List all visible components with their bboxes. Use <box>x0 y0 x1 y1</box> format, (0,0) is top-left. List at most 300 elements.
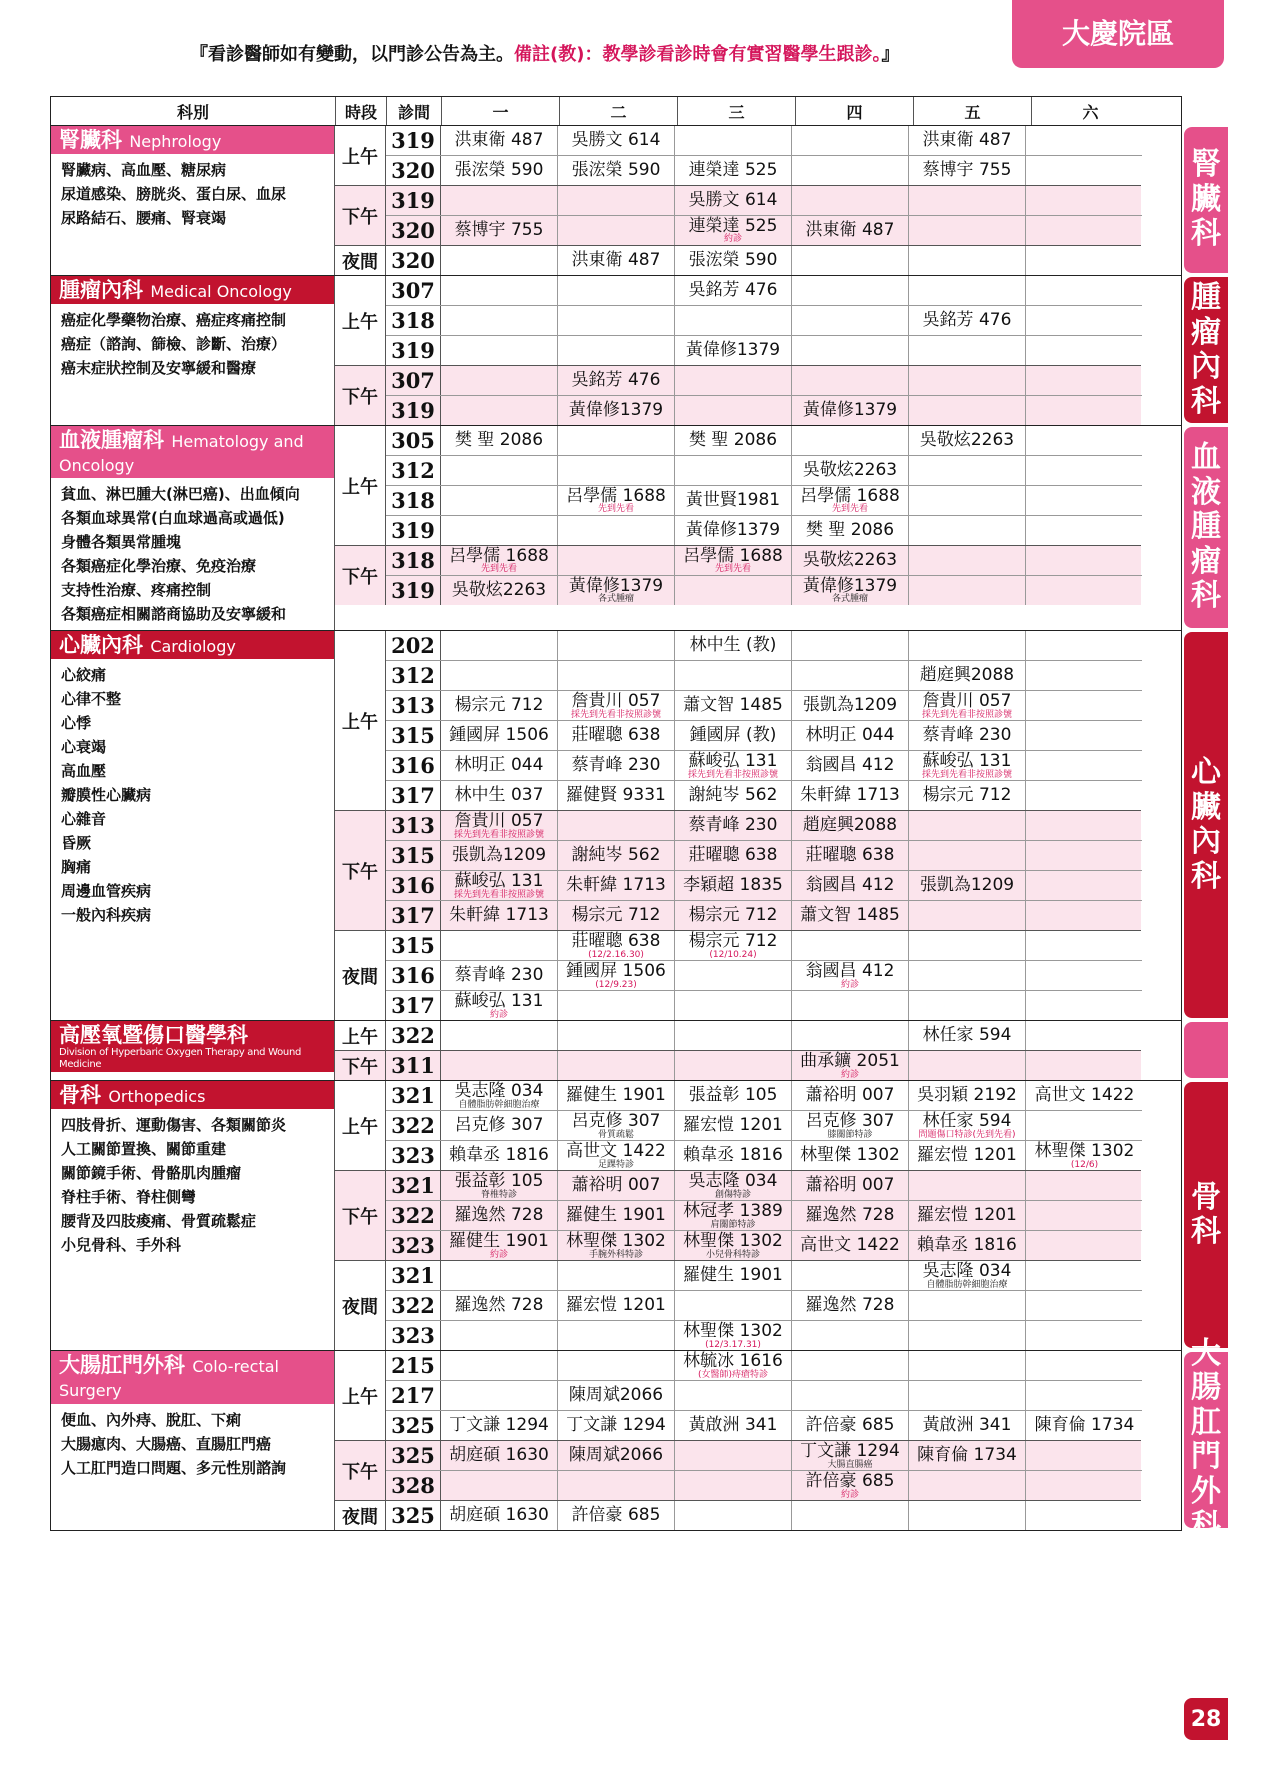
periods <box>335 1081 1141 1350</box>
table-row <box>386 841 1142 871</box>
doctor-cell <box>558 961 675 990</box>
dept-description: 四肢骨折、運動傷害、各類關節炎 人工關節置換、關節重建 關節鏡手術、骨骼肌肉腫瘤 脊柱手術、脊柱側彎 腰背及四肢痠痛、骨質疏鬆症 小兒骨科、手外科 <box>61 1116 287 1255</box>
doctor-cell <box>675 396 792 425</box>
doctor-cell <box>675 751 792 780</box>
doctor-cell <box>909 1231 1026 1260</box>
doctor-cell <box>558 546 675 575</box>
room-number: 319 <box>386 126 441 155</box>
doctor-cell <box>1026 721 1143 750</box>
doctor-cell <box>675 931 792 960</box>
doctor-cell <box>558 1411 675 1440</box>
doctor-name: 詹貴川 057 <box>571 691 661 711</box>
period-label: 上午 <box>335 426 386 545</box>
doctor-cell <box>792 871 909 900</box>
clinic-note: 手腕外科特診 <box>588 1249 643 1260</box>
doctor-cell <box>558 456 675 485</box>
doctor-cell <box>441 396 558 425</box>
doctor-cell <box>675 1381 792 1410</box>
table-row <box>386 426 1142 456</box>
doctor-name: 蔡青峰 230 <box>922 725 1012 746</box>
doctor-name: 林任家 594 <box>922 1111 1012 1131</box>
doctor-cell <box>441 156 558 185</box>
doctor-cell <box>558 246 675 275</box>
doctor-name: 張凱為1209 <box>919 875 1015 896</box>
doctor-name: 洪東衛 487 <box>454 130 544 151</box>
doctor-name: 蔡青峰 230 <box>688 815 778 836</box>
doctor-cell <box>909 276 1026 305</box>
doctor-cell <box>792 426 909 455</box>
room-number: 202 <box>386 631 441 660</box>
doctor-cell <box>1026 516 1143 545</box>
doctor-cell <box>1026 396 1143 425</box>
doctor-cell <box>441 961 558 990</box>
doctor-name: 羅逸然 728 <box>805 1205 895 1226</box>
period-block <box>335 1501 1141 1530</box>
side-tab-char: 科 <box>1191 216 1221 252</box>
doctor-cell <box>1026 751 1143 780</box>
doctor-name: 賴韋丞 1816 <box>683 1145 783 1166</box>
dept-section <box>51 276 1181 426</box>
rows <box>386 1441 1142 1500</box>
table-row <box>386 1141 1142 1170</box>
doctor-cell <box>909 1471 1026 1500</box>
doctor-cell <box>441 306 558 335</box>
doctor-cell <box>792 841 909 870</box>
doctor-cell <box>675 126 792 155</box>
doctor-name: 楊宗元 712 <box>922 785 1012 806</box>
period-block <box>335 1051 1141 1080</box>
doctor-cell <box>792 1051 909 1080</box>
doctor-name: 呂克修 307 <box>805 1111 895 1131</box>
doctor-name: 莊曜聰 638 <box>688 845 778 866</box>
clinic-note: 膝關節特診 <box>827 1129 873 1140</box>
doctor-name: 連榮達 525 <box>688 160 778 181</box>
doctor-cell <box>558 781 675 810</box>
doctor-cell <box>909 546 1026 575</box>
rows <box>386 1261 1142 1350</box>
period-block <box>335 1261 1141 1350</box>
doctor-cell <box>909 721 1026 750</box>
room-number: 315 <box>386 721 441 750</box>
room-number: 322 <box>386 1021 441 1050</box>
side-tab-char: 心 <box>1191 755 1221 790</box>
doctor-cell <box>1026 991 1143 1020</box>
doctor-cell <box>441 691 558 720</box>
doctor-cell <box>909 306 1026 335</box>
rows <box>386 931 1142 1020</box>
doctor-cell <box>909 1081 1026 1110</box>
dept-section <box>51 426 1181 631</box>
doctor-cell <box>792 1141 909 1170</box>
doctor-cell <box>792 1321 909 1350</box>
period-block <box>335 186 1141 246</box>
period-block <box>335 426 1141 546</box>
doctor-cell <box>675 871 792 900</box>
doctor-cell <box>792 931 909 960</box>
dept-name: 腎臟科 <box>59 128 122 152</box>
periods <box>335 631 1141 1020</box>
doctor-cell <box>675 691 792 720</box>
dept-name: 心臟內科 <box>59 633 143 658</box>
room-number: 321 <box>386 1081 441 1110</box>
doctor-cell <box>909 426 1026 455</box>
room-number: 328 <box>386 1471 441 1500</box>
doctor-name: 鍾國屏 1506 <box>566 961 666 981</box>
doctor-name: 林明正 044 <box>805 725 895 746</box>
doctor-cell <box>558 661 675 690</box>
doctor-cell <box>675 276 792 305</box>
doctor-cell <box>558 1171 675 1200</box>
doctor-cell <box>1026 336 1143 365</box>
doctor-name: 黃偉修1379 <box>568 576 664 596</box>
doctor-cell <box>558 576 675 605</box>
doctor-cell <box>675 961 792 990</box>
doctor-cell <box>558 691 675 720</box>
doctor-name: 羅逸然 728 <box>454 1295 544 1316</box>
period-block <box>335 126 1141 186</box>
side-tab-char: 科 <box>1191 578 1221 614</box>
doctor-cell <box>909 631 1026 660</box>
header-day: 二 <box>560 97 678 125</box>
doctor-cell <box>1026 691 1143 720</box>
room-number: 317 <box>386 781 441 810</box>
room-number: 311 <box>386 1051 441 1080</box>
doctor-name: 陳周斌2066 <box>568 1385 664 1406</box>
doctor-name: 陳育倫 1734 <box>917 1445 1017 1466</box>
period-label: 上午 <box>335 1021 386 1050</box>
rows <box>386 126 1142 185</box>
dept-description: 腎臟病、高血壓、糖尿病 尿道感染、膀胱炎、蛋白尿、血尿 尿路結石、腰痛、腎衰竭 <box>61 161 287 228</box>
doctor-cell <box>441 456 558 485</box>
room-number: 312 <box>386 456 441 485</box>
clinic-note: 先到先看 <box>597 504 634 515</box>
doctor-cell <box>558 126 675 155</box>
doctor-cell <box>558 1201 675 1230</box>
doctor-cell <box>1026 156 1143 185</box>
doctor-cell <box>1026 126 1143 155</box>
doctor-cell <box>441 1411 558 1440</box>
period-label: 下午 <box>335 546 386 605</box>
doctor-cell <box>909 1141 1026 1170</box>
doctor-cell <box>441 336 558 365</box>
doctor-cell <box>1026 1141 1143 1170</box>
dept-name-en: Colo-rectal Surgery <box>59 1357 279 1401</box>
rows <box>386 1081 1142 1170</box>
side-tab-char: 腎 <box>1191 147 1221 183</box>
doctor-cell <box>558 1291 675 1320</box>
table-row <box>386 871 1142 901</box>
rows <box>386 546 1142 605</box>
table-row <box>386 1321 1142 1350</box>
rows <box>386 631 1142 810</box>
doctor-cell <box>909 961 1026 990</box>
doctor-cell <box>558 156 675 185</box>
dept-title <box>51 631 334 659</box>
room-number: 320 <box>386 156 441 185</box>
doctor-cell <box>909 1411 1026 1440</box>
doctor-name: 林聖傑 1302 <box>683 1321 783 1341</box>
side-tab <box>1184 1335 1228 1543</box>
doctor-cell <box>675 1051 792 1080</box>
doctor-cell <box>441 486 558 515</box>
doctor-cell <box>441 1501 558 1530</box>
doctor-cell <box>792 661 909 690</box>
doctor-cell <box>558 216 675 245</box>
doctor-name: 樊 聖 2086 <box>454 430 544 451</box>
doctor-cell <box>792 721 909 750</box>
period-label: 夜間 <box>335 931 386 1020</box>
clinic-note: 採先到先看非按照診號 <box>570 709 661 720</box>
doctor-name: 詹貴川 057 <box>454 811 544 831</box>
doctor-cell <box>558 1261 675 1290</box>
doctor-cell <box>1026 781 1143 810</box>
table-row <box>386 456 1142 486</box>
side-tab <box>1184 1022 1228 1078</box>
table-row <box>386 661 1142 691</box>
doctor-name: 許倍豪 685 <box>805 1415 895 1436</box>
doctor-cell <box>558 306 675 335</box>
doctor-name: 許倍豪 685 <box>571 1505 661 1526</box>
doctor-name: 蘇峻弘 131 <box>454 871 544 891</box>
rows <box>386 1351 1142 1440</box>
clinic-note: (12/3.17.31) <box>705 1339 761 1350</box>
doctor-name: 楊宗元 712 <box>688 905 778 926</box>
doctor-cell <box>558 1141 675 1170</box>
table-row <box>386 336 1142 365</box>
table-row <box>386 1231 1142 1260</box>
period-block <box>335 631 1141 811</box>
doctor-cell <box>909 186 1026 215</box>
clinic-note: 各式腫瘤 <box>831 594 868 605</box>
dept-name: 大腸肛門外科 <box>59 1353 185 1378</box>
doctor-cell <box>792 576 909 605</box>
period-label: 夜間 <box>335 246 386 275</box>
doctor-name: 吳敬炫2263 <box>802 550 898 571</box>
header-day: 四 <box>796 97 914 125</box>
doctor-cell <box>1026 1321 1143 1350</box>
doctor-cell <box>675 576 792 605</box>
side-tab-char: 內 <box>1191 349 1221 384</box>
period-block <box>335 1081 1141 1171</box>
doctor-cell <box>1026 811 1143 840</box>
doctor-cell <box>675 426 792 455</box>
doctor-cell <box>1026 661 1143 690</box>
doctor-name: 賴韋丞 1816 <box>917 1235 1017 1256</box>
doctor-cell <box>909 811 1026 840</box>
dept-name-en: Division of Hyperbaric Oxygen Therapy and Wound Medicine <box>59 1047 302 1070</box>
clinic-note: 小兒骨科特診 <box>705 1249 760 1260</box>
doctor-cell <box>441 1471 558 1500</box>
doctor-cell <box>558 1021 675 1050</box>
doctor-cell <box>441 901 558 930</box>
doctor-name: 蘇峻弘 131 <box>688 751 778 771</box>
doctor-cell <box>675 336 792 365</box>
table-row <box>386 216 1142 245</box>
clinic-note: 約診 <box>723 234 742 245</box>
doctor-cell <box>792 1471 909 1500</box>
doctor-cell <box>1026 1501 1143 1530</box>
period-label: 下午 <box>335 811 386 930</box>
dept-description: 心絞痛 心律不整 心悸 心衰竭 高血壓 瓣膜性心臟病 心雜音 昏厥 胸痛 周邊血管疾病 一般內科疾病 <box>61 666 152 925</box>
rows <box>386 186 1142 245</box>
clinic-note: 採先到先看非按照診號 <box>453 829 544 840</box>
clinic-note: (12/10.24) <box>709 949 757 960</box>
doctor-cell <box>675 1261 792 1290</box>
doctor-name: 蕭文智 1485 <box>683 695 783 716</box>
doctor-cell <box>558 721 675 750</box>
doctor-cell <box>558 1381 675 1410</box>
header-day: 三 <box>678 97 796 125</box>
doctor-cell <box>675 1021 792 1050</box>
doctor-cell <box>792 156 909 185</box>
doctor-cell <box>558 366 675 395</box>
room-number: 323 <box>386 1141 441 1170</box>
doctor-cell <box>441 186 558 215</box>
room-number: 319 <box>386 396 441 425</box>
table-row <box>386 1051 1142 1080</box>
doctor-name: 呂學儒 1688 <box>449 546 549 566</box>
room-number: 321 <box>386 1171 441 1200</box>
doctor-cell <box>792 1411 909 1440</box>
doctor-cell <box>909 691 1026 720</box>
table-row <box>386 516 1142 545</box>
doctor-cell <box>441 576 558 605</box>
doctor-cell <box>909 991 1026 1020</box>
doctor-cell <box>1026 456 1143 485</box>
dept-info <box>51 276 335 425</box>
doctor-cell <box>792 1111 909 1140</box>
doctor-cell <box>909 1441 1026 1470</box>
doctor-cell <box>1026 631 1143 660</box>
doctor-name: 翁國昌 412 <box>805 755 895 776</box>
doctor-cell <box>792 1081 909 1110</box>
room-number: 320 <box>386 216 441 245</box>
doctor-name: 黃偉修1379 <box>568 400 664 421</box>
doctor-name: 李穎超 1835 <box>683 875 783 896</box>
clinic-note: 採先到先看非按照診號 <box>453 889 544 900</box>
doctor-name: 吳銘芳 476 <box>571 370 661 391</box>
room-number: 316 <box>386 751 441 780</box>
room-number: 315 <box>386 931 441 960</box>
doctor-name: 樊 聖 2086 <box>805 520 895 541</box>
doctor-cell <box>792 456 909 485</box>
doctor-name: 張浤榮 590 <box>454 160 544 181</box>
side-tab-char: 瘤 <box>1191 314 1221 350</box>
doctor-name: 林中生 (教) <box>689 635 777 656</box>
room-number: 305 <box>386 426 441 455</box>
dept-info <box>51 126 335 275</box>
room-number: 316 <box>386 871 441 900</box>
clinic-note: 各式腫瘤 <box>597 594 634 605</box>
room-number: 319 <box>386 336 441 365</box>
dept-name-en: Nephrology <box>129 132 222 151</box>
dept-title <box>51 1351 334 1403</box>
doctor-name: 蕭裕明 007 <box>805 1175 895 1196</box>
doctor-cell <box>1026 1411 1143 1440</box>
doctor-cell <box>441 1171 558 1200</box>
doctor-name: 胡庭碩 1630 <box>449 1505 549 1526</box>
doctor-name: 吳銘芳 476 <box>688 280 778 301</box>
doctor-cell <box>675 456 792 485</box>
doctor-cell <box>441 1051 558 1080</box>
doctor-name: 賴韋丞 1816 <box>449 1145 549 1166</box>
doctor-cell <box>1026 901 1143 930</box>
table-row <box>386 751 1142 781</box>
doctor-cell <box>675 306 792 335</box>
doctor-name: 林聖傑 1302 <box>566 1231 666 1251</box>
room-number: 318 <box>386 306 441 335</box>
doctor-cell <box>675 1171 792 1200</box>
period-label: 下午 <box>335 366 386 425</box>
side-tab-char: 肛 <box>1191 1404 1221 1440</box>
doctor-name: 朱軒緯 1713 <box>566 875 666 896</box>
doctor-name: 趙庭興2088 <box>802 815 898 836</box>
doctor-name: 莊曜聰 638 <box>571 931 661 951</box>
table-row <box>386 126 1142 156</box>
period-label: 下午 <box>335 1051 386 1080</box>
table-row <box>386 1381 1142 1411</box>
room-number: 325 <box>386 1411 441 1440</box>
doctor-cell <box>441 1441 558 1470</box>
doctor-cell <box>792 366 909 395</box>
room-number: 313 <box>386 691 441 720</box>
room-number: 320 <box>386 246 441 275</box>
doctor-cell <box>675 1231 792 1260</box>
side-tab-char: 臟 <box>1191 789 1221 825</box>
doctor-cell <box>909 156 1026 185</box>
doctor-name: 樊 聖 2086 <box>688 430 778 451</box>
doctor-name: 楊宗元 712 <box>571 905 661 926</box>
doctor-cell <box>792 1441 909 1470</box>
clinic-note: 自體脂肪幹細胞治療 <box>458 1099 540 1110</box>
table-row <box>386 1411 1142 1440</box>
doctor-cell <box>1026 1111 1143 1140</box>
dept-info <box>51 1021 335 1080</box>
doctor-cell <box>909 1501 1026 1530</box>
doctor-cell <box>909 901 1026 930</box>
doctor-cell <box>909 931 1026 960</box>
clinic-note: 約診 <box>840 1489 859 1500</box>
table-row <box>386 186 1142 216</box>
doctor-cell <box>909 1351 1026 1380</box>
clinic-note: 採先到先看非按照診號 <box>921 769 1012 780</box>
table-row <box>386 546 1142 576</box>
doctor-name: 謝純岑 562 <box>688 785 778 806</box>
side-tab <box>1184 1082 1228 1348</box>
doctor-name: 許倍豪 685 <box>805 1471 895 1491</box>
doctor-cell <box>1026 1021 1143 1050</box>
doctor-cell <box>558 1321 675 1350</box>
doctor-name: 吳敬炫2263 <box>802 460 898 481</box>
doctor-cell <box>558 631 675 660</box>
table-row <box>386 1111 1142 1141</box>
period-label: 夜間 <box>335 1501 386 1530</box>
clinic-note: (12/2.16.30) <box>588 949 644 960</box>
doctor-name: 趙庭興2088 <box>919 665 1015 686</box>
doctor-name: 黃偉修1379 <box>685 520 781 541</box>
periods <box>335 1351 1141 1530</box>
doctor-cell <box>675 1411 792 1440</box>
doctor-cell <box>441 426 558 455</box>
dept-name: 血液腫瘤科 <box>59 428 164 452</box>
side-tab-char: 大 <box>1191 1335 1221 1371</box>
dept-title <box>51 276 334 304</box>
doctor-name: 高世文 1422 <box>1034 1085 1135 1106</box>
rows <box>386 1021 1142 1050</box>
doctor-cell <box>558 1051 675 1080</box>
doctor-name: 黃啟洲 341 <box>922 1415 1012 1436</box>
doctor-cell <box>675 1201 792 1230</box>
